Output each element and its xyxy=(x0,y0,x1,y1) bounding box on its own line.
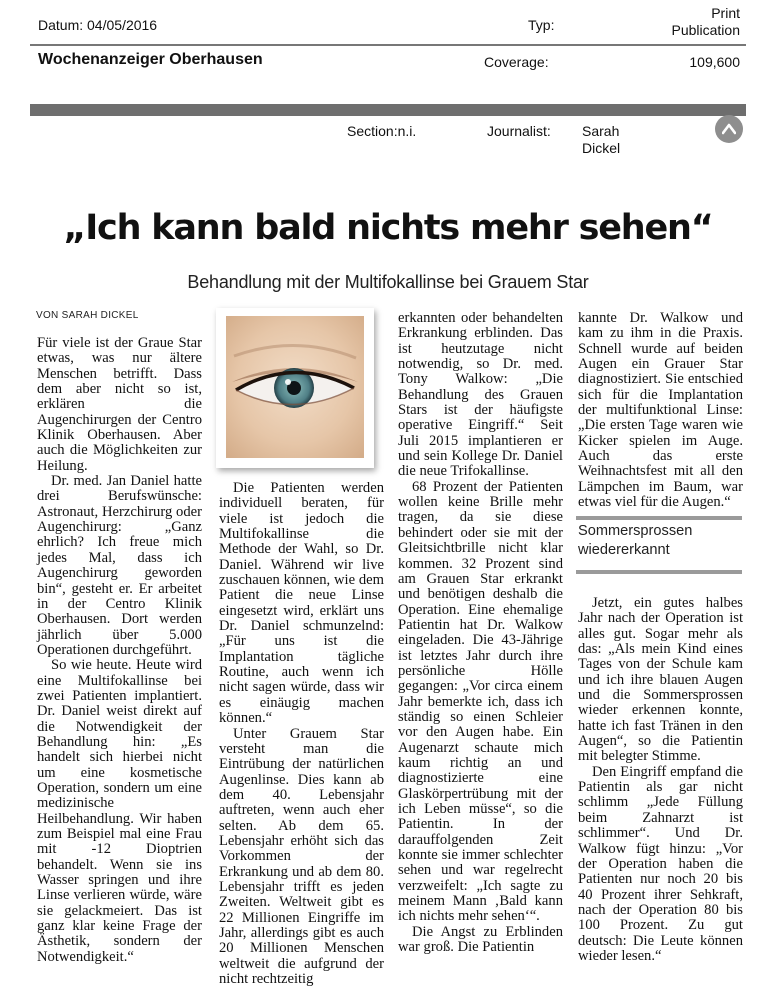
section-label: Section:n.i. xyxy=(347,123,417,139)
type-value-line1: Print xyxy=(711,5,740,21)
subheading-line2: wiedererkannt xyxy=(578,542,670,558)
byline: VON SARAH DICKEL xyxy=(36,310,139,321)
paragraph: So wie heute. Heute wird eine Multifokallinse bei zwei Patienten implantiert. Dr. Daniel weist direkt auf die Notwendigkeit der Behandlung hin: „Es handelt sich hierbei nicht um eine kosmetische Operation, sondern um eine medizinische Heilbehandlung. Wir haben zum Beispiel mal eine Frau mit -12 Dioptrien behandelt. Wenn sie ins Wasser springen und ihre Linse verlieren würde, wäre sie gelackmeiert. Das ist ganz klar keine Frage der Ästhetik, sondern der Notwendigkeit.“ xyxy=(37,657,202,965)
publication-name: Wochenanzeiger Oberhausen xyxy=(38,51,263,68)
paragraph: Die Patienten werden individuell beraten, für viele ist jedoch die Multifokallinse die Methode der Wahl, so Dr. Daniel. Während wir live zuschauen können, wie dem Patient die neue Linse eingesetzt wird, erklärt uns Dr. Daniel schmunzelnd: „Für uns ist die Implantation tägliche Routine, auch wenn ich nicht sagen würde, dass wir es einäugig machen können.“ xyxy=(219,480,384,727)
paragraph: Die Angst zu Erblinden war groß. Die Patientin xyxy=(398,923,563,956)
chevron-up-icon-glyph xyxy=(722,123,736,135)
article-headline: „Ich kann bald nichts mehr sehen“ xyxy=(63,208,713,248)
paragraph: Für viele ist der Graue Star etwas, was nur ältere Menschen betrifft. Dass dem aber nicht so ist, erklären die Augenchirurgen der Centro Klinik Oberhausen. Aber auch die Möglichkeiten zur Heilung. xyxy=(37,335,202,474)
date-label: Datum: 04/05/2016 xyxy=(38,17,158,33)
article-photo-frame xyxy=(216,308,374,468)
paragraph: Jetzt, ein gutes halbes Jahr nach der Operation ist alles gut. Sogar mehr als das: „Als mein Kind eines Tages von der Schule kam und ich ihre blauen Augen und die Sommersprossen wieder erkennen konnte, hatte ich fast Tränen in den Augen“, so die Patientin mit belegter Stimme. xyxy=(578,595,743,765)
eye-illustration xyxy=(226,316,364,458)
paragraph: Dr. med. Jan Daniel hatte drei Berufswünsche: Astronaut, Herzchirurg oder Augenchirurg: „Ganz ehrlich? Ich freue mich jedes Mal, dass ich Augenchirurg geworden bin“, gesteht er. Er arbeitet in der Centro Klinik Oberhausen. Dort werden jährlich über 5.000 Operationen durchgeführt. xyxy=(37,473,202,658)
type-label: Typ: xyxy=(528,17,555,33)
column-1 xyxy=(37,336,202,965)
paragraph: erkannten oder behandelten Erkrankung erblinden. Das ist heutzutage nicht notwendig, so Dr. med. Tony Walkow: „Die Behandlung des Grauen Stars ist der häufigste operative Eingriff.“ Seit Juli 2015 implantieren er und sein Kollege Dr. Daniel die neue Trifokallinse. xyxy=(398,310,563,480)
subheading xyxy=(578,522,740,560)
subheading-rule-top xyxy=(576,516,742,520)
journalist-name-line2: Dickel xyxy=(582,140,621,156)
paragraph: Den Eingriff empfand die Patientin als gar nicht schlimm „Jede Füllung beim Zahnarzt ist schlimmer“. Und Dr. Walkow fügt hinzu: „Vor der Operation haben die Patienten nur noch 20 bis 40 Prozent ihrer Sehkraft, nach der Operation 80 bis 100 Prozent. Zu gut deutsch: Die Leute können wieder lesen.“ xyxy=(578,763,743,964)
header-bar xyxy=(30,104,746,116)
eye-photo xyxy=(226,316,364,458)
journalist-name-line1: Sarah xyxy=(582,123,620,139)
type-value-line2: Publication xyxy=(671,22,740,38)
column-4-top xyxy=(578,311,743,510)
article-subheadline: Behandlung mit der Multifokallinse bei Grauem Star xyxy=(187,272,589,292)
paragraph: Unter Grauem Star versteht man die Eintrübung der natürlichen Augenlinse. Dies kann ab dem 40. Lebensjahr auftreten, wenn auch eher selten. Ab dem 65. Lebensjahr erhöht sich das Vorkommen der Erkrankung und ab dem 80. Lebensjahr trifft es jeden Zweiten. Weltweit gibt es 22 Millionen Eingriffe im Jahr, allerdings gibt es auch 20 Millionen Menschen weltweit die aufgrund der nicht rechtzeitig xyxy=(219,725,384,987)
subheading-line1: Sommersprossen xyxy=(578,523,693,539)
paragraph: 68 Prozent der Patienten wollen keine Brille mehr tragen, da sie diese behindert oder sie mit der Gleitsichtbrille nicht klar kommen. 32 Prozent sind am Grauen Star erkrankt und benötigen deshalb die Operation. Eine ehemalige Patientin hat Dr. Walkow eingeladen. Die 43-Jährige ist letztes Jahr durch ihre persönliche Hölle gegangen: „Vor circa einem Jahr bemerkte ich, dass ich ständig so einen Schleier vor den Augen habe. Ein Augenarzt schaute mich kaum richtig an und diagnostizierte eine Glaskörpertrübung mit der ich Leben müsse“, so die Patientin. In der darauffolgenden Zeit konnte sie immer schlechter sehen und war regelrecht verzweifelt: „Ich sagte zu meinem Mann ‚Bald kann ich nichts mehr sehen‘“. xyxy=(398,478,563,925)
paragraph: kannte Dr. Walkow und kam zu ihm in die Praxis. Schnell wurde auf beiden Augen ein Grauer Star diagnostiziert. Sie entschied sich für die Implantation der multifunktional Linse: „Die ersten Tage waren wie Kicker spielen im Auge. Auch das erste Weihnachtsfest mit all den Lämpchen im Baum, war etwas viel für die Augen.“ xyxy=(578,310,743,511)
coverage-label: Coverage: xyxy=(484,54,549,70)
subheading-rule-bottom xyxy=(576,570,742,574)
chevron-up-icon[interactable] xyxy=(715,115,743,143)
coverage-value: 109,600 xyxy=(689,54,740,70)
column-4-bottom xyxy=(578,596,743,964)
header-divider xyxy=(30,44,746,46)
journalist-label: Journalist: xyxy=(487,123,551,139)
column-2 xyxy=(219,481,384,987)
column-3 xyxy=(398,311,563,955)
